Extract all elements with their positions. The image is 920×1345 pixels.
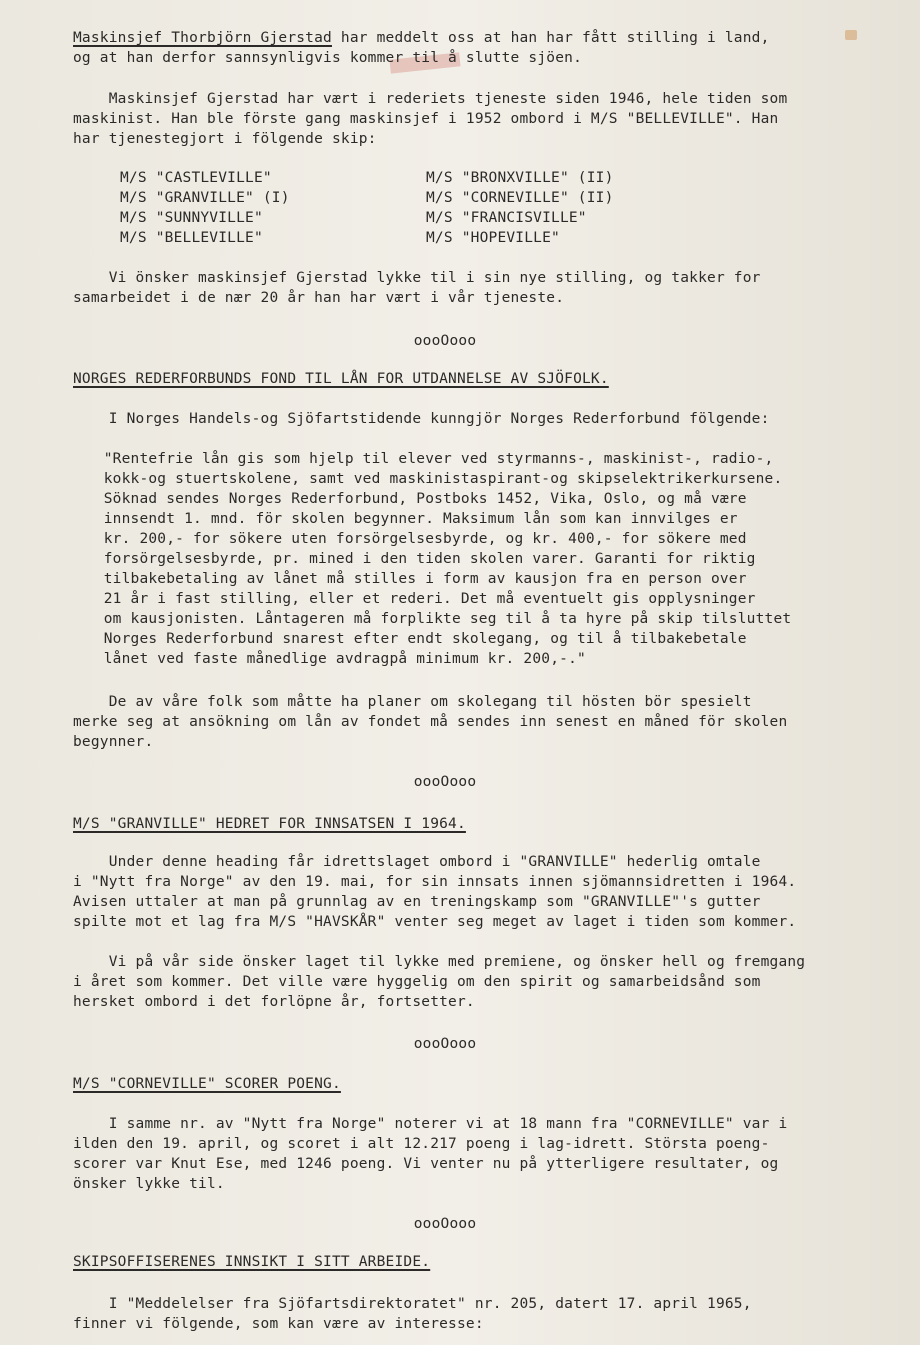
quote-line: Söknad sendes Norges Rederforbund, Postboks 1452, Vika, Oslo, og må være [68,491,747,507]
section-granville [73,814,893,834]
wishes-line: hersket ombord i det forlöpne år, fortsetter. [73,994,475,1010]
section-separator: oooOooo [413,1216,477,1232]
note-line: merke seg at ansökning om lån av fondet må sendes inn senest en måned för skolen [73,714,788,730]
intro-line-1-rest: har meddelt oss at han har fått stilling i land, [331,30,770,46]
section-separator: oooOooo [413,333,477,349]
quote-line: tilbakebetaling av lånet må stilles i form av kausjon fra en person over [68,571,747,587]
granville-line: spilte mot et lag fra M/S "HAVSKÅR" venter seg meget av laget i tiden som kommer. [73,914,797,930]
granville-line: Avisen uttaler at man på grunnlag av en treningskamp som "GRANVILLE"'s gutter [73,894,761,910]
quote-line: kokk-og stuertskolene, samt ved maskinistaspirant-og skipselektrikerkursene. [68,471,783,487]
note-line: De av våre folk som måtte ha planer om skolegang til hösten bör spesielt [73,694,752,710]
granville-line: Under denne heading får idrettslaget ombord i "GRANVILLE" hederlig omtale [73,854,761,870]
career-paragraph [73,89,893,149]
intro-paragraph [73,28,893,68]
quote-line: lånet ved faste månedlige avdragpå minimum kr. 200,-." [68,651,586,667]
corneville-paragraph [73,1114,893,1194]
section-loan-fund [73,369,893,389]
thanks-line: Vi önsker maskinsjef Gjerstad lykke til i sin nye stilling, og takker for [73,270,761,286]
quote-line: kr. 200,- for sökere uten forsörgelsesbyrde, og kr. 400,- for sökere med [68,531,747,547]
quote-line: innsendt 1. mnd. för skolen begynner. Maksimum lån som kan innvilges er [68,511,738,527]
quote-line: Norges Rederforbund snarest efter endt skolegang, og til å tilbakebetale [68,631,747,647]
career-line: maskinist. Han ble förste gang maskinsjef i 1952 ombord i M/S "BELLEVILLE". Han [73,111,779,127]
corneville-line: önsker lykke til. [73,1176,225,1192]
intro-line-1 [73,28,893,48]
intro-line-2: og at han derfor sannsynligvis kommer til å slutte sjöen. [73,50,582,66]
quote-line: om kausjonisten. Låntageren må forplikte seg til å ta hyre på skip tilsluttet [68,611,792,627]
ship-name: M/S "CORNEVILLE" (II) [426,190,614,206]
ship-list-row [120,208,820,228]
section-separator: oooOooo [413,774,477,790]
ship-list-row [120,228,820,248]
officers-line: I "Meddelelser fra Sjöfartsdirektoratet" nr. 205, datert 17. april 1965, [73,1296,752,1312]
section-separator: oooOooo [413,1036,477,1052]
granville-wishes [73,952,893,1012]
quote-line: "Rentefrie lån gis som hjelp til elever ved styrmanns-, maskinist-, radio-, [68,451,774,467]
quote-line: 21 år i fast stilling, eller et rederi. Det må eventuelt gis opplysninger [68,591,756,607]
section-heading: M/S "GRANVILLE" HEDRET FOR INNSATSEN I 1964. [73,816,466,832]
officers-paragraph [73,1294,893,1334]
section-heading: SKIPSOFFISERENES INNSIKT I SITT ARBEIDE. [73,1254,431,1270]
loan-quote [68,449,888,669]
ship-name: M/S "BELLEVILLE" [120,230,263,246]
thanks-line: samarbeidet i de nær 20 år han har vært i vår tjeneste. [73,290,565,306]
ship-list-row [120,188,820,208]
ship-name: M/S "FRANCISVILLE" [426,210,587,226]
officers-line: finner vi fölgende, som kan være av interesse: [73,1316,484,1332]
section-heading: M/S "CORNEVILLE" SCORER POENG. [73,1076,341,1092]
section-corneville [73,1074,893,1094]
loan-intro-line: I Norges Handels-og Sjöfartstidende kunngjör Norges Rederforbund fölgende: [73,411,770,427]
granville-paragraph [73,852,893,932]
wishes-line: i året som kommer. Det ville være hyggelig om den spirit og samarbeidsånd som [73,974,761,990]
section-officers [73,1252,893,1272]
career-line: Maskinsjef Gjerstad har vært i rederiets tjeneste siden 1946, hele tiden som [73,91,788,107]
ship-name: M/S "GRANVILLE" (I) [120,190,290,206]
quote-line: forsörgelsesbyrde, pr. mined i den tiden skolen varer. Garanti for riktig [68,551,756,567]
ship-name: M/S "SUNNYVILLE" [120,210,263,226]
ship-name: M/S "HOPEVILLE" [426,230,560,246]
ship-name: M/S "CASTLEVILLE" [120,170,272,186]
granville-line: i "Nytt fra Norge" av den 19. mai, for sin innsats innen sjömannsidretten i 1964. [73,874,797,890]
corneville-line: scorer var Knut Ese, med 1246 poeng. Vi venter nu på ytterligere resultater, og [73,1156,779,1172]
corneville-line: I samme nr. av "Nytt fra Norge" noterer vi at 18 mann fra "CORNEVILLE" var i [73,1116,788,1132]
ship-list-row [120,168,820,188]
loan-intro [73,409,893,429]
wishes-line: Vi på vår side önsker laget til lykke med premiene, og önsker hell og fremgang [73,954,806,970]
corneville-line: ilden den 19. april, og scoret i alt 12.217 poeng i lag-idrett. Största poeng- [73,1136,770,1152]
career-line: har tjenestegjort i fölgende skip: [73,131,377,147]
ship-name: M/S "BRONXVILLE" (II) [426,170,614,186]
gjerstad-heading: Maskinsjef Thorbjörn Gjerstad [73,30,332,46]
loan-note [73,692,893,752]
thanks-paragraph [73,268,893,308]
note-line: begynner. [73,734,154,750]
section-heading: NORGES REDERFORBUNDS FOND TIL LÅN FOR UTDANNELSE AV SJÖFOLK. [73,371,609,387]
ship-list [120,168,820,248]
